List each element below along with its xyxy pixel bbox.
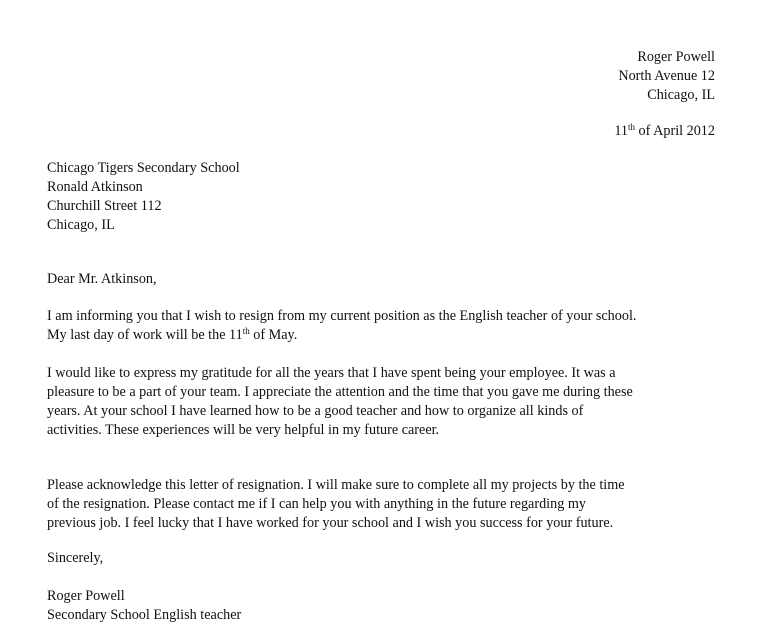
paragraph1-line1: I am informing you that I wish to resign from my current position as the English teacher of your school. bbox=[47, 308, 637, 324]
letter-date bbox=[614, 122, 715, 141]
paragraph2-line: activities. These experiences will be very helpful in my future career. bbox=[47, 422, 440, 438]
salutation: Dear Mr. Atkinson, bbox=[47, 271, 157, 287]
sender-street: North Avenue 12 bbox=[618, 68, 715, 84]
paragraph2-line: I would like to express my gratitude for all the years that I have spent being your employee. It was a bbox=[47, 365, 616, 381]
signature-name: Roger Powell bbox=[47, 588, 125, 604]
recipient-city: Chicago, IL bbox=[47, 217, 115, 233]
recipient-street: Churchill Street 112 bbox=[47, 198, 162, 214]
paragraph1-line2-sup: th bbox=[242, 326, 250, 336]
date-day: 11 bbox=[614, 123, 628, 139]
paragraph3-line: previous job. I feel lucky that I have worked for your school and I wish you success for your future. bbox=[47, 515, 614, 531]
recipient-name: Ronald Atkinson bbox=[47, 179, 143, 195]
paragraph1-line2-end: of May. bbox=[249, 327, 298, 343]
paragraph3-line: Please acknowledge this letter of resignation. I will make sure to complete all my projects by the time bbox=[47, 477, 625, 493]
recipient-organization: Chicago Tigers Secondary School bbox=[47, 160, 240, 176]
closing: Sincerely, bbox=[47, 550, 104, 566]
paragraph1-line2 bbox=[47, 326, 297, 345]
sender-city: Chicago, IL bbox=[647, 87, 715, 103]
paragraph2-line: years. At your school I have learned how to be a good teacher and how to organize all kinds of bbox=[47, 403, 584, 419]
sender-name: Roger Powell bbox=[637, 49, 715, 65]
paragraph1-line2-text: My last day of work will be the 11 bbox=[47, 327, 243, 343]
signature-title: Secondary School English teacher bbox=[47, 607, 242, 623]
date-suffix: th bbox=[627, 122, 635, 132]
paragraph2-line: pleasure to be a part of your team. I appreciate the attention and the time that you gave me during these bbox=[47, 384, 633, 400]
date-rest: of April 2012 bbox=[635, 123, 715, 139]
paragraph3-line: of the resignation. Please contact me if I can help you with anything in the future regarding my bbox=[47, 496, 586, 512]
